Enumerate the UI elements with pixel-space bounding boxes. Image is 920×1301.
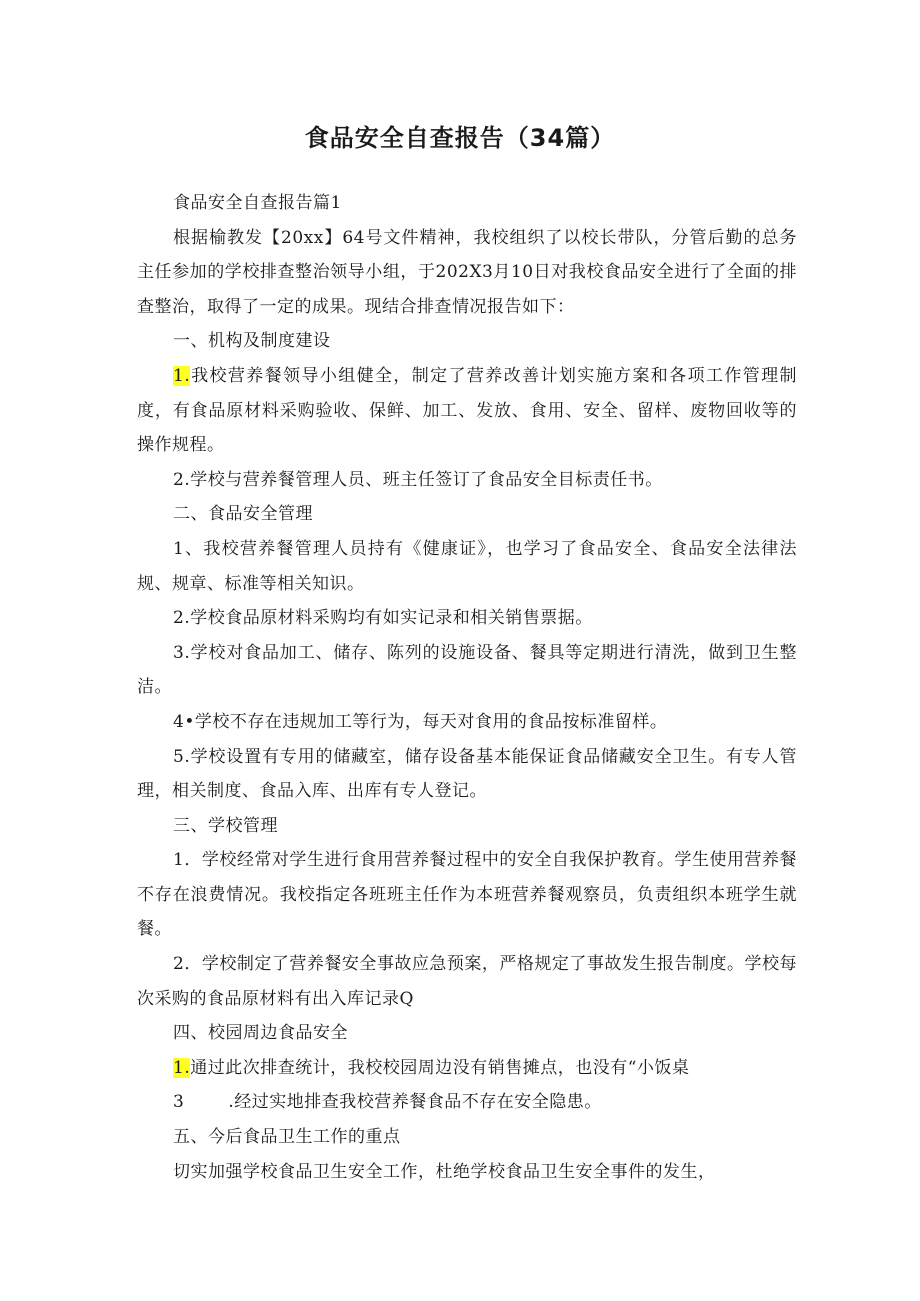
paragraph-item (137, 601, 797, 636)
paragraph-text: 五、今后食品卫生工作的重点 (173, 1127, 401, 1148)
paragraph-item (137, 1051, 797, 1086)
paragraph-text: 四、校园周边食品安全 (173, 1023, 348, 1044)
paragraph-text: 三、学校管理 (173, 815, 278, 836)
paragraph-text: .经过实地排查我校营养餐食品不存在安全隐患。 (228, 1092, 602, 1113)
paragraph-item (137, 463, 797, 498)
paragraph-intro (137, 221, 797, 325)
paragraph-item (137, 1085, 797, 1120)
paragraph-item (137, 705, 797, 740)
paragraph-text: 一、机构及制度建设 (173, 331, 331, 352)
paragraph-item (137, 1155, 797, 1190)
paragraph-text: 切实加强学校食品卫生安全工作，杜绝学校食品卫生安全事件的发生， (173, 1161, 716, 1182)
paragraph-item (137, 636, 797, 705)
paragraph-item (137, 532, 797, 601)
highlighted-marker: 1. (173, 365, 191, 386)
paragraph-text: 3.学校对食品加工、储存、陈列的设施设备、餐具等定期进行清洗，做到卫生整洁。 (137, 642, 797, 698)
paragraph-text: 二、食品安全管理 (173, 504, 313, 525)
paragraph-item (137, 359, 797, 463)
paragraph-text: 根据榆教发【20xx】64号文件精神，我校组织了以校长带队，分管后勤的总务主任参加的学校排查整治领导小组，于202X3月10日对我校食品安全进行了全面的排查整治，取得了一定的成果。现结合排查情况报告如下： (137, 227, 797, 317)
paragraph-text: 通过此次排查统计，我校校园周边没有销售摊点，也没有“小饭桌 (190, 1057, 690, 1078)
paragraph-text: 1．学校经常对学生进行食用营养餐过程中的安全自我保护教育。学生使用营养餐不存在浪费情况。我校指定各班班主任作为本班营养餐观察员，负责组织本班学生就餐。 (137, 850, 797, 940)
paragraph-heading-1 (137, 324, 797, 359)
paragraph-lead-number: 3 (173, 1092, 185, 1113)
paragraph-text: 5.学校设置有专用的储藏室，储存设备基本能保证食品储藏安全卫生。有专人管理，相关制度、食品入库、出库有专人登记。 (137, 746, 797, 802)
document-title: 食品安全自查报告（34篇） (304, 124, 616, 152)
paragraph-heading-5 (137, 1120, 797, 1155)
paragraph-text: 我校营养餐领导小组健全，制定了营养改善计划实施方案和各项工作管理制度，有食品原材料采购验收、保鲜、加工、发放、食用、安全、留样、废物回收等的操作规程。 (137, 365, 797, 456)
document-body (137, 186, 797, 1189)
paragraph-text: 4•学校不存在违规加工等行为，每天对食用的食品按标准留样。 (173, 711, 668, 732)
paragraph-text: 2.学校与营养餐管理人员、班主任签订了食品安全目标责任书。 (173, 469, 663, 490)
paragraph-section-heading (137, 186, 797, 221)
paragraph-text: 2.学校食品原材料采购均有如实记录和相关销售票据。 (173, 608, 593, 629)
paragraph-item (137, 843, 797, 947)
paragraph-item (137, 947, 797, 1016)
paragraph-text: 1、我校营养餐管理人员持有《健康证》，也学习了食品安全、食品安全法律法规、规章、标准等相关知识。 (137, 538, 797, 594)
paragraph-heading-2 (137, 497, 797, 532)
highlighted-marker: 1. (173, 1057, 191, 1078)
paragraph-heading-3 (137, 809, 797, 844)
paragraph-text: 食品安全自查报告篇1 (173, 193, 342, 213)
paragraph-item (137, 740, 797, 809)
paragraph-heading-4 (137, 1016, 797, 1051)
paragraph-text: 2．学校制定了营养餐安全事故应急预案，严格规定了事故发生报告制度。学校每次采购的食品原材料有出入库记录Q (137, 954, 797, 1009)
